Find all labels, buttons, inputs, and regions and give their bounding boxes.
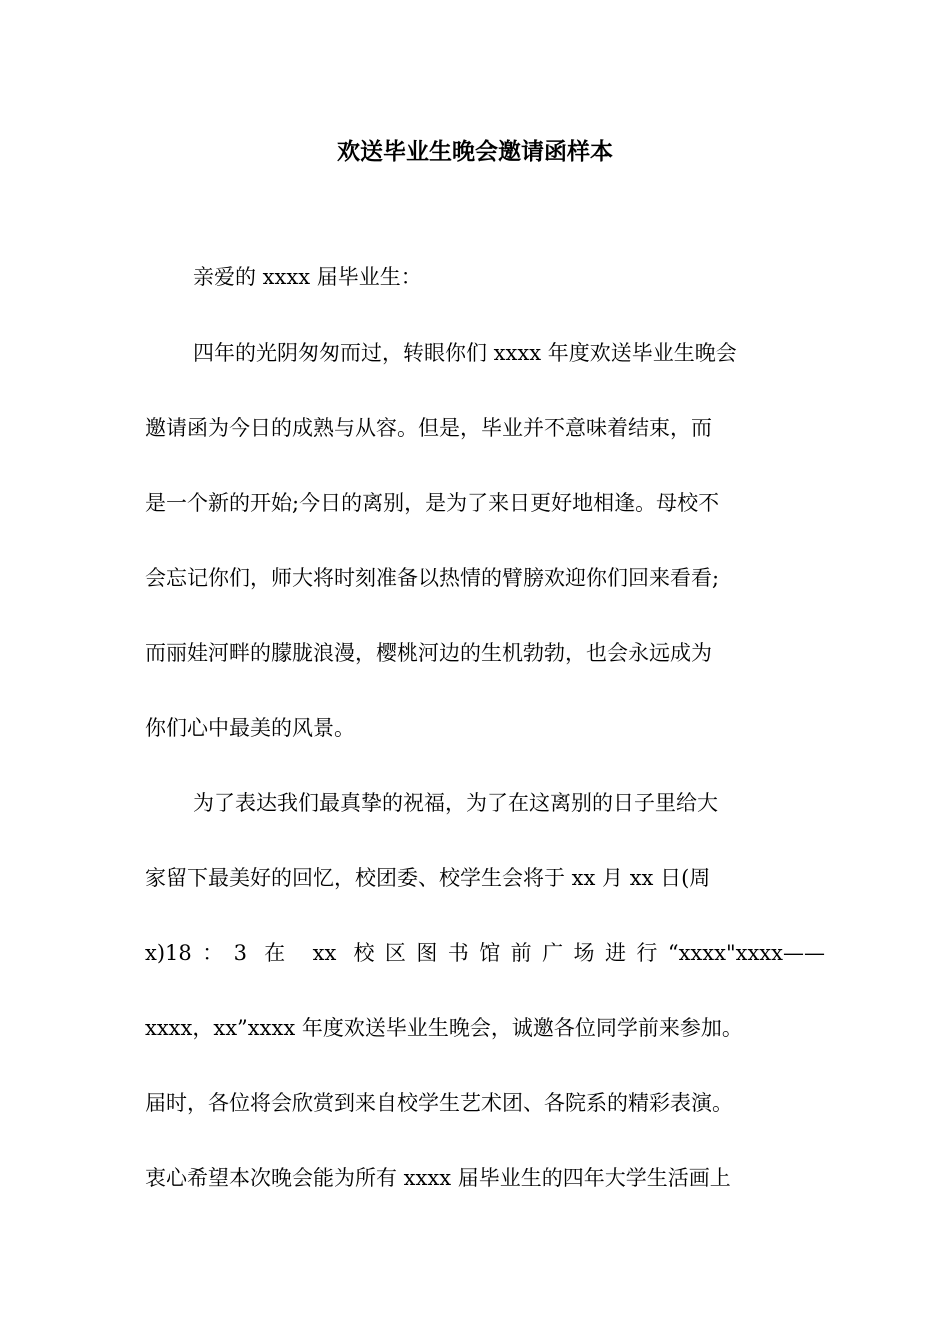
paragraph-line: 是一个新的开始;今日的离别，是为了来日更好地相逢。母校不 <box>145 491 720 515</box>
paragraph-line: 为了表达我们最真挚的祝福，为了在这离别的日子里给大 <box>193 791 718 815</box>
paragraph-line: 会忘记你们，师大将时刻准备以热情的臂膀欢迎你们回来看看; <box>145 566 720 590</box>
paragraph-line: 家留下最美好的回忆，校团委、校学生会将于 xx 月 xx 日(周 <box>145 866 711 890</box>
paragraph-line: 你们心中最美的风景。 <box>145 716 355 740</box>
paragraph-line: 四年的光阴匆匆而过，转眼你们 xxxx 年度欢送毕业生晚会 <box>193 341 737 365</box>
paragraph-line: 而丽娃河畔的朦胧浪漫，樱桃河边的生机勃勃，也会永远成为 <box>145 641 712 665</box>
document-title: 欢送毕业生晚会邀请函样本 <box>337 138 613 165</box>
salutation: 亲爱的 xxxx 届毕业生： <box>193 265 422 289</box>
paragraph-line: x)18：3 在 xx 校区图书馆前广场进行“xxxx"xxxx—— <box>145 941 825 965</box>
paragraph-line: 衷心希望本次晚会能为所有 xxxx 届毕业生的四年大学生活画上 <box>145 1166 731 1190</box>
paragraph-line: xxxx，xx”xxxx 年度欢送毕业生晚会，诚邀各位同学前来参加。 <box>145 1016 743 1040</box>
paragraph-line: 邀请函为今日的成熟与从容。但是，毕业并不意味着结束，而 <box>145 416 712 440</box>
paragraph-line: 届时，各位将会欣赏到来自校学生艺术团、各院系的精彩表演。 <box>145 1091 733 1115</box>
